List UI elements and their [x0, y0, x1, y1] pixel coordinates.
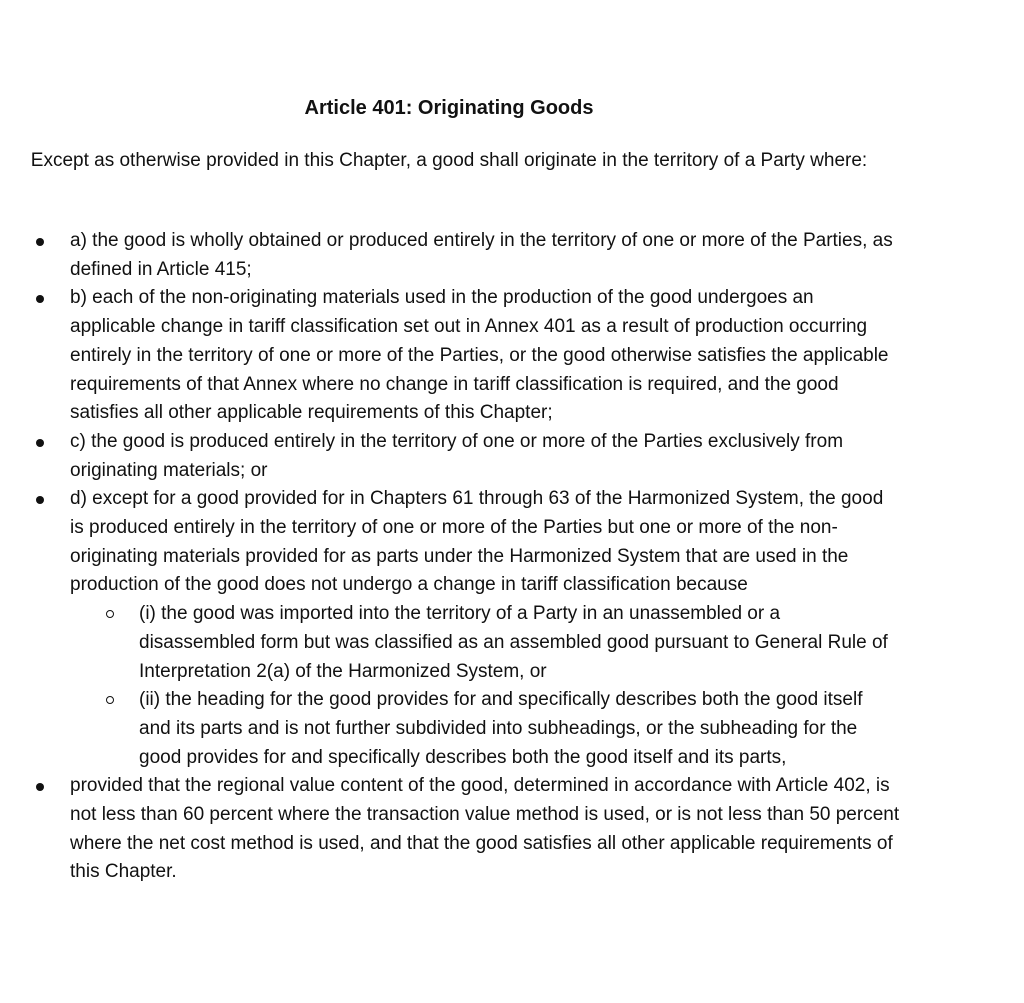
list-item — [0, 284, 900, 428]
hollow-bullet-icon — [106, 696, 114, 704]
bullet-icon — [36, 439, 44, 447]
list-item — [0, 485, 900, 772]
sub-list-item — [70, 686, 899, 772]
bullet-icon — [36, 496, 44, 504]
list-item-text: c) the good is produced entirely in the territory of one or more of the Parties exclusively from originating materials; or — [70, 430, 844, 481]
conditions-list — [0, 227, 1024, 887]
intro-paragraph: Except as otherwise provided in this Chapter, a good shall originate in the territory of a Party where: — [30, 150, 868, 171]
list-item-text: b) each of the non-originating materials used in the production of the good undergoes an applicable change in tariff classification set out in Annex 401 as a result of production occurring entirely in the territory of one or more of the Parties, or the good otherwise satisfies the applicable requirements of that Annex where no change in tariff classification is required, and the good satisfies all other applicable requirements of this Chapter; — [70, 287, 889, 424]
sub-conditions-list — [70, 600, 900, 772]
list-item-text: a) the good is wholly obtained or produced entirely in the territory of one or more of the Parties, as defined in Article 415; — [70, 230, 893, 280]
bullet-icon — [36, 238, 44, 246]
bullet-icon — [36, 295, 44, 303]
list-item — [0, 772, 900, 887]
list-item-text: provided that the regional value content of the good, determined in accordance with Article 402, is not less than 60 percent where the transaction value method is used, or is not less than 50 percent where the net cost method is used, and that the good satisfies all other applicable requirements of this Chapter. — [70, 775, 900, 883]
bullet-icon — [36, 783, 44, 791]
hollow-bullet-icon — [106, 610, 114, 618]
sub-list-item-text: (i) the good was imported into the territory of a Party in an unassembled or a disassembled form but was classified as an assembled good pursuant to General Rule of Interpretation 2(a) of the Harmonized System, or — [139, 603, 888, 682]
list-item — [0, 428, 900, 485]
article-title: Article 401: Originating Goods — [304, 97, 594, 119]
list-item-text: d) except for a good provided for in Chapters 61 through 63 of the Harmonized System, the good is produced entirely in the territory of one or more of the Parties but one or more of the non-originating materials provided for as parts under the Harmonized System that are used in the production of the good does not undergo a change in tariff classification because — [70, 488, 884, 596]
sub-list-item-text: (ii) the heading for the good provides for and specifically describes both the good itself and its parts and is not further subdivided into subheadings, or the subheading for the good provides for and specifically describes both the good itself and its parts, — [139, 689, 863, 768]
list-item — [0, 227, 900, 284]
sub-list-item — [70, 600, 899, 686]
